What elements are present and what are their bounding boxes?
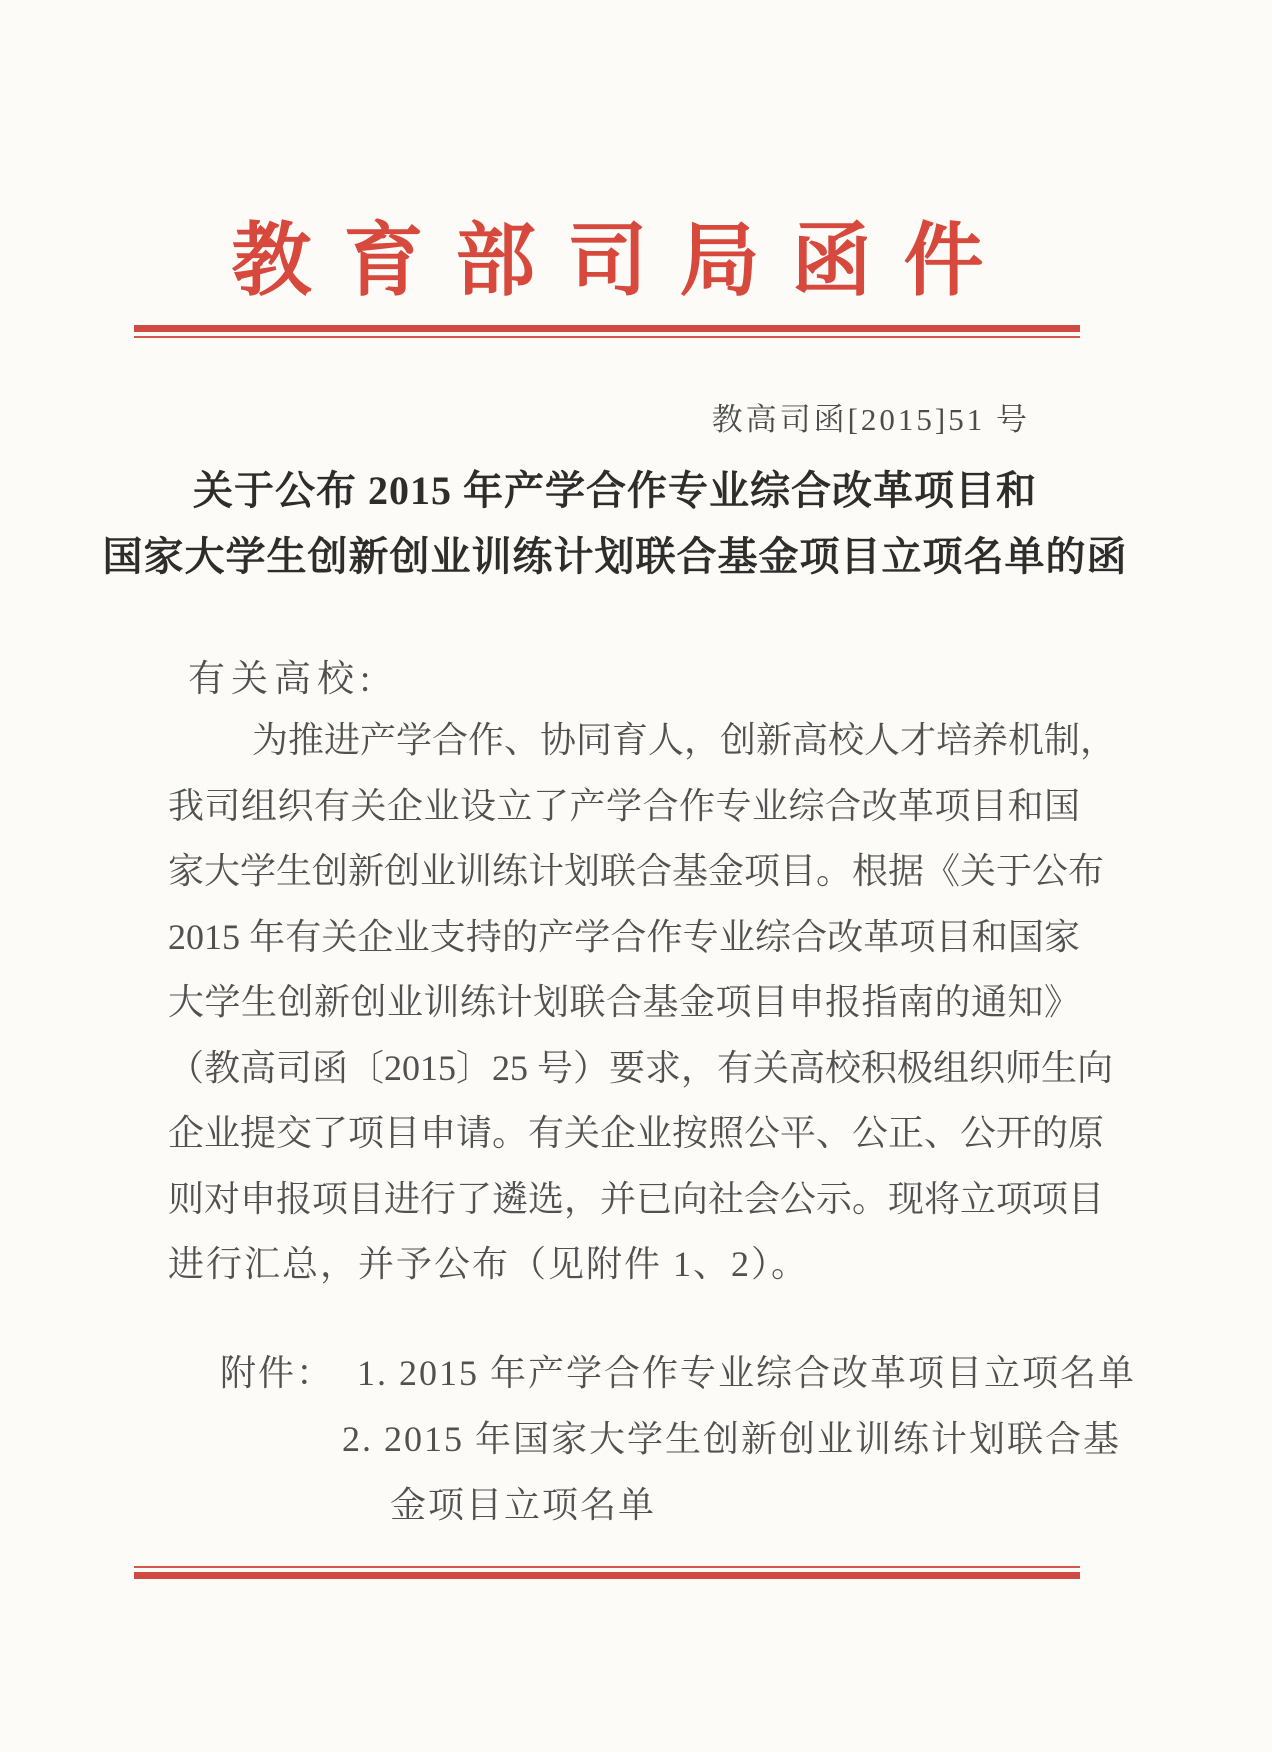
- rule-thick-line: [134, 1572, 1080, 1579]
- doc-number: 教高司函[2015]51 号: [711, 402, 1030, 437]
- attachments-label: 附件：: [220, 1353, 335, 1393]
- attachment-item-2-continued: 金项目立项名单: [390, 1485, 657, 1525]
- body-line-7: 企业提交了项目申请。有关企业按照公平、公正、公开的原: [168, 1113, 1105, 1153]
- doc-title-line-2: 国家大学生创新创业训练计划联合基金项目立项名单的函: [102, 534, 1128, 579]
- attachment-row-1: [220, 1340, 1137, 1406]
- masthead-double-rule: [134, 325, 1080, 338]
- rule-thin-line: [134, 336, 1080, 338]
- attachment-item-1: 1. 2015 年产学合作专业综合改革项目立项名单: [357, 1353, 1137, 1393]
- body-line-8: 则对申报项目进行了遴选，并已向社会公示。现将立项项目: [168, 1178, 1105, 1219]
- body-line-5: 大学生创新创业训练计划联合基金项目申报指南的通知》: [168, 982, 1080, 1022]
- body-line-3: 家大学生创新创业训练计划联合基金项目。根据《关于公布: [168, 851, 1105, 891]
- body-line-1: 为推进产学合作、协同育人，创新高校人才培养机制，: [252, 720, 1117, 760]
- attachment-item-2: 2. 2015 年国家大学生创新创业训练计划联合基: [342, 1419, 1122, 1459]
- body-line-9: 进行汇总，并予公布（见附件 1、2）。: [168, 1244, 810, 1284]
- body-line-6: （教高司函〔2015〕25 号）要求，有关高校积极组织师生向: [168, 1047, 1114, 1088]
- rule-thick-line: [134, 325, 1080, 332]
- salutation: 有关高校:: [188, 659, 377, 700]
- doc-title: [100, 458, 1130, 590]
- footer-double-rule: [134, 1566, 1080, 1579]
- attachments-block: [220, 1340, 1137, 1538]
- body-paragraph: [168, 708, 1117, 1298]
- body-line-2: 我司组织有关企业设立了产学合作专业综合改革项目和国: [168, 785, 1080, 826]
- doc-title-line-1: 关于公布 2015 年产学合作专业综合改革项目和: [193, 468, 1037, 513]
- body-line-4: 2015 年有关企业支持的产学合作专业综合改革项目和国家: [168, 916, 1080, 957]
- masthead-title: 教育部司局函件: [231, 218, 1016, 306]
